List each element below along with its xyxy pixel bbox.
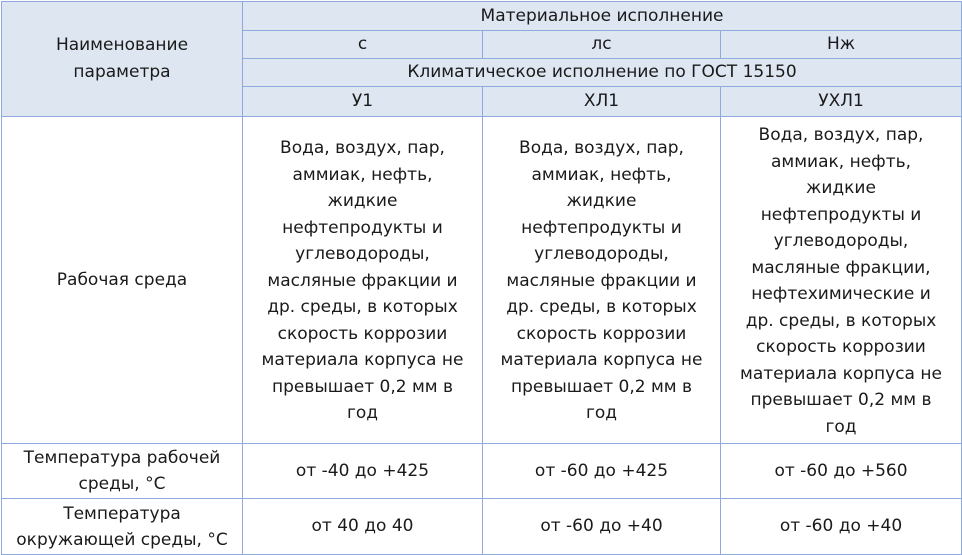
cell-ambient-temperature-s: от 40 до 40 [243,499,483,555]
row-label-working-temperature: Температура рабочей среды, °С [2,444,243,499]
material-code-nzh: Нж [721,31,962,59]
climate-code-khl1: ХЛ1 [483,87,721,117]
row-label-working-medium: Рабочая среда [2,117,243,444]
material-execution-header: Материальное исполнение [243,2,962,31]
table-row [2,499,962,555]
cell-working-medium-s: Вода, воздух, пар, аммиак, нефть, жидкие нефтепродукты и углеводороды, масляные фракции и др. среды, в которых скорость коррозии материала корпуса не превышает 0,2 мм в год [243,117,483,444]
table-row [2,117,962,444]
climate-execution-header: Климатическое исполнение по ГОСТ 15150 [243,59,962,87]
climate-code-ukhl1: УХЛ1 [721,87,962,117]
cell-ambient-temperature-ls: от -60 до +40 [483,499,721,555]
table-row [2,444,962,499]
parameter-name-header: Наименование параметра [2,2,243,117]
row-label-ambient-temperature: Температура окружающей среды, °С [2,499,243,555]
cell-working-medium-ls: Вода, воздух, пар, аммиак, нефть, жидкие нефтепродукты и углеводороды, масляные фракции и др. среды, в которых скорость коррозии материала корпуса не превышает 0,2 мм в год [483,117,721,444]
climate-code-u1: У1 [243,87,483,117]
cell-ambient-temperature-nzh: от -60 до +40 [721,499,962,555]
header-row-material [2,2,962,31]
cell-working-temperature-nzh: от -60 до +560 [721,444,962,499]
material-code-s: с [243,31,483,59]
cell-working-medium-nzh: Вода, воздух, пар, аммиак, нефть, жидкие нефтепродукты и углеводороды, масляные фракции, нефтехимические и др. среды, в которых скорость коррозии материала корпуса не превышает 0,2 мм в год [721,117,962,444]
cell-working-temperature-s: от -40 до +425 [243,444,483,499]
parameters-table [1,1,962,555]
material-code-ls: лс [483,31,721,59]
cell-working-temperature-ls: от -60 до +425 [483,444,721,499]
